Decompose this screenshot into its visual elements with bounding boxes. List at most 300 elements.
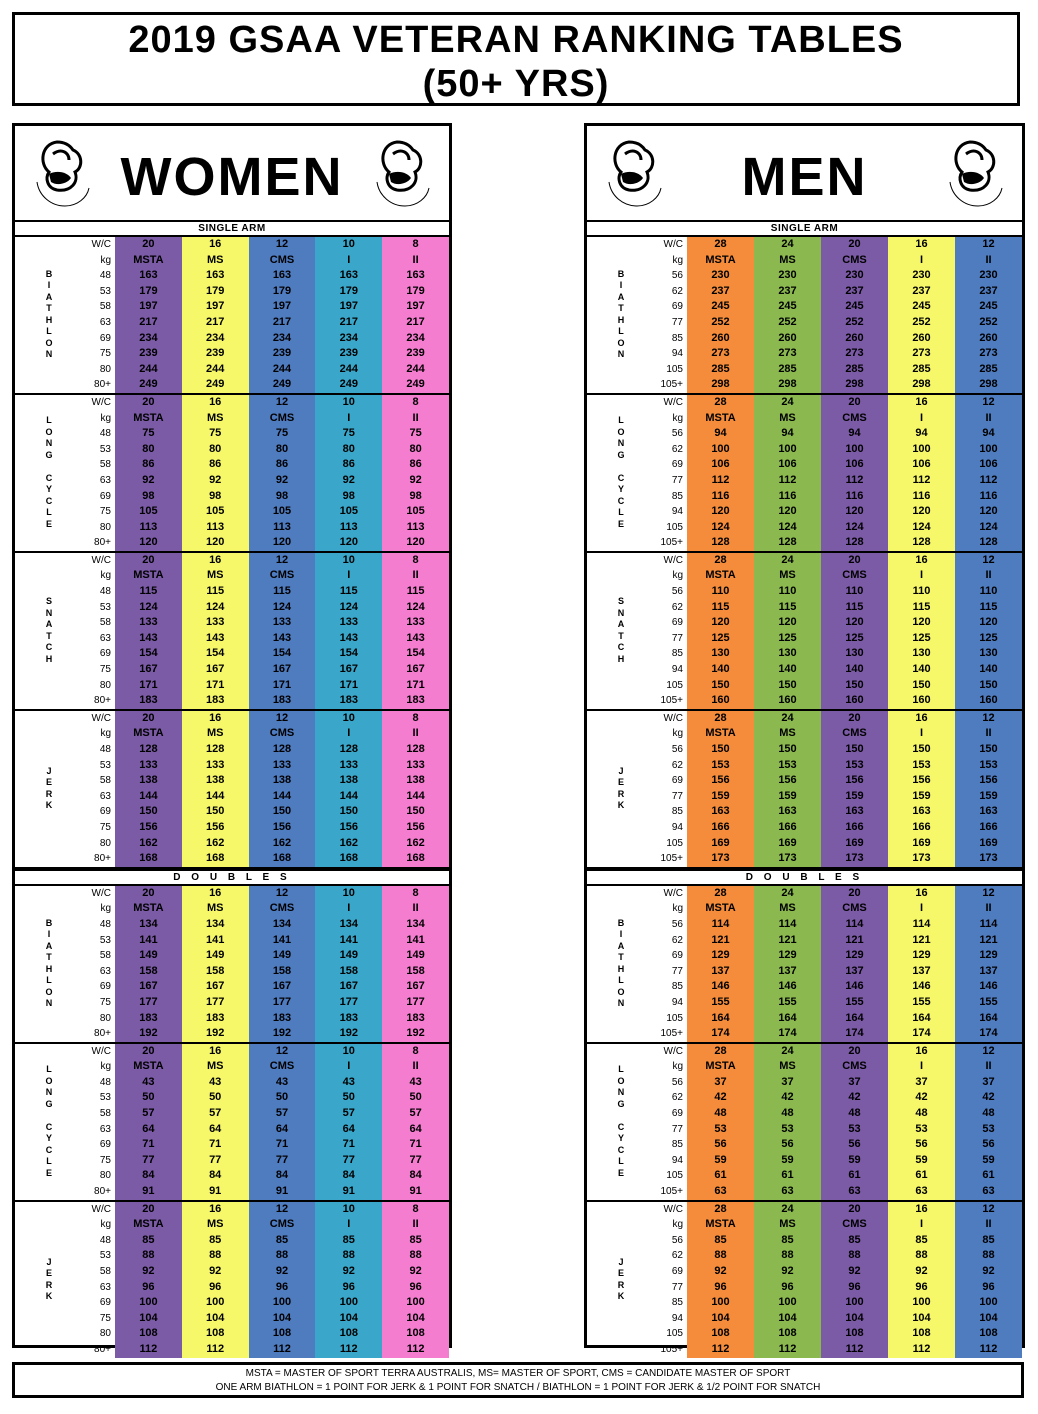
table-cell: 94 — [714, 427, 727, 440]
weight-class: 77 — [671, 316, 683, 328]
table-cell: 108 — [272, 1327, 292, 1340]
rank-column — [182, 711, 249, 867]
table-cell: 124 — [339, 600, 358, 613]
table-cell: 77 — [409, 1153, 422, 1166]
weight-class: 80+ — [94, 695, 111, 707]
weight-class: 58 — [99, 617, 111, 629]
weight-class: 105+ — [660, 1343, 683, 1355]
table-cell: 141 — [406, 933, 425, 946]
table-cell: 104 — [845, 1311, 864, 1324]
table-cell: 92 — [982, 1265, 995, 1277]
event-block — [587, 1202, 1022, 1358]
table-cell: 166 — [778, 820, 797, 833]
kg-label: kg — [100, 570, 111, 582]
weight-class: 80+ — [94, 1028, 111, 1040]
table-cell: 298 — [778, 378, 797, 391]
rank-label: I — [919, 411, 924, 424]
weight-column — [655, 553, 687, 709]
table-cell: 71 — [209, 1138, 222, 1151]
table-cell: 155 — [711, 995, 730, 1008]
wc-value: 10 — [342, 1202, 355, 1215]
weight-class: 75 — [99, 664, 111, 676]
weight-class: 75 — [99, 506, 111, 518]
rank-label: II — [985, 253, 992, 266]
rank-column — [315, 553, 382, 709]
table-cell: 129 — [778, 949, 797, 962]
rank-label: II — [412, 1218, 419, 1231]
rank-column — [888, 886, 955, 1042]
table-cell: 113 — [139, 520, 158, 533]
rank-label: II — [985, 569, 992, 582]
table-cell: 217 — [206, 315, 225, 328]
wc-value: 20 — [848, 395, 861, 408]
wc-value: 16 — [209, 395, 222, 408]
table-cell: 169 — [778, 836, 797, 849]
rank-column — [315, 395, 382, 551]
rank-label: MS — [206, 411, 224, 424]
table-cell: 63 — [714, 1185, 727, 1198]
table-cell: 48 — [848, 1107, 861, 1120]
table-cell: 125 — [979, 631, 998, 644]
table-cell: 183 — [272, 1011, 292, 1024]
table-cell: 252 — [979, 315, 998, 328]
table-cell: 37 — [714, 1075, 727, 1088]
table-cell: 94 — [915, 427, 928, 440]
kg-label: kg — [100, 412, 111, 424]
rank-label: II — [412, 727, 419, 740]
weight-class: 80 — [99, 837, 111, 849]
table-cell: 179 — [139, 284, 158, 297]
table-cell: 114 — [845, 917, 864, 930]
table-cell: 155 — [845, 995, 864, 1008]
rank-label: CMS — [269, 253, 295, 266]
table-cell: 110 — [979, 585, 998, 598]
weight-class: 69 — [671, 617, 683, 629]
table-cell: 192 — [206, 1027, 225, 1040]
table-cell: 113 — [339, 520, 358, 533]
table-cell: 91 — [275, 1185, 289, 1198]
table-cell: 100 — [272, 1296, 292, 1309]
table-cell: 137 — [912, 964, 931, 977]
weight-column — [83, 395, 115, 551]
weight-class: 75 — [99, 1312, 111, 1324]
table-cell: 260 — [778, 331, 797, 344]
wc-label: W/C — [663, 1203, 683, 1215]
table-cell: 116 — [912, 489, 931, 502]
rank-column — [382, 1202, 449, 1358]
table-cell: 133 — [272, 758, 292, 771]
rank-column — [754, 1202, 821, 1358]
table-cell: 169 — [912, 836, 931, 849]
table-cell: 115 — [206, 585, 225, 598]
table-cell: 167 — [272, 980, 292, 993]
table-cell: 153 — [778, 758, 797, 771]
table-cell: 141 — [339, 933, 358, 946]
weight-class: 56 — [671, 1076, 683, 1088]
footer-notes — [12, 1362, 1024, 1398]
weight-class: 56 — [671, 586, 683, 598]
table-cell: 120 — [778, 616, 797, 629]
table-cell: 43 — [409, 1075, 422, 1088]
wc-value: 16 — [915, 238, 928, 250]
kg-label: kg — [672, 570, 683, 582]
table-cell: 112 — [139, 1342, 158, 1355]
table-cell: 138 — [206, 774, 225, 787]
table-cell: 96 — [915, 1280, 928, 1293]
table-cell: 100 — [406, 1296, 425, 1309]
rank-column — [687, 1202, 754, 1358]
weight-class: 77 — [671, 632, 683, 644]
table-cell: 137 — [778, 964, 797, 977]
table-cell: 133 — [406, 758, 425, 771]
table-cell: 128 — [206, 743, 225, 755]
table-cell: 121 — [778, 933, 797, 946]
weight-class: 85 — [671, 981, 683, 993]
table-cell: 164 — [778, 1011, 797, 1024]
table-cell: 164 — [912, 1011, 931, 1024]
wc-value: 20 — [142, 1044, 155, 1057]
table-cell: 217 — [339, 315, 358, 328]
weight-column — [655, 1202, 687, 1358]
weight-class: 53 — [99, 443, 111, 455]
weight-class: 80 — [99, 363, 111, 375]
table-cell: 124 — [406, 600, 425, 613]
event-label: J E R K — [617, 765, 625, 811]
table-cell: 63 — [915, 1185, 928, 1198]
table-cell: 183 — [206, 1011, 225, 1024]
weight-class: 94 — [671, 348, 683, 360]
table-cell: 115 — [912, 600, 931, 613]
table-cell: 124 — [206, 600, 225, 613]
table-cell: 84 — [275, 1169, 289, 1182]
weight-class: 63 — [99, 790, 111, 802]
event-label: L O N G C Y C L E — [45, 415, 53, 529]
table-cell: 166 — [845, 820, 864, 833]
table-cell: 120 — [206, 536, 225, 549]
wc-value: 16 — [915, 1202, 928, 1215]
table-cell: 155 — [979, 995, 998, 1008]
table-cell: 171 — [339, 678, 358, 691]
table-cell: 104 — [206, 1311, 225, 1324]
table-cell: 104 — [711, 1311, 730, 1324]
wc-label: W/C — [663, 554, 683, 566]
table-cell: 230 — [711, 269, 730, 282]
table-cell: 167 — [206, 980, 225, 993]
table-cell: 249 — [139, 378, 158, 391]
rank-label: MSTA — [705, 1060, 736, 1073]
table-cell: 71 — [409, 1138, 422, 1151]
table-cell: 85 — [342, 1233, 355, 1246]
table-cell: 129 — [912, 949, 931, 962]
table-cell: 244 — [139, 362, 158, 375]
weight-class: 85 — [671, 332, 683, 344]
table-cell: 108 — [979, 1327, 998, 1340]
wc-value: 24 — [781, 1202, 794, 1215]
weight-class: 48 — [99, 1076, 111, 1088]
rank-column — [249, 237, 316, 393]
table-cell: 121 — [979, 933, 998, 946]
kg-label: kg — [672, 728, 683, 740]
table-cell: 77 — [209, 1153, 222, 1166]
table-cell: 154 — [206, 647, 225, 660]
table-cell: 197 — [139, 300, 158, 313]
rank-column — [249, 553, 316, 709]
wc-value: 12 — [982, 1202, 995, 1215]
weight-class: 77 — [671, 1281, 683, 1293]
table-cell: 63 — [781, 1185, 794, 1198]
table-cell: 124 — [139, 600, 158, 613]
rank-label: CMS — [842, 1218, 867, 1231]
rank-column — [249, 395, 316, 551]
table-cell: 249 — [272, 378, 292, 391]
rank-label: II — [985, 1218, 992, 1231]
table-cell: 174 — [778, 1027, 797, 1040]
table-cell: 120 — [406, 536, 425, 549]
table-cell: 98 — [209, 489, 222, 502]
table-cell: 197 — [406, 300, 425, 313]
table-cell: 245 — [979, 300, 998, 313]
table-cell: 158 — [406, 964, 425, 977]
rank-column — [315, 237, 382, 393]
wc-value: 16 — [915, 886, 928, 899]
rank-label: CMS — [269, 569, 295, 582]
table-cell: 133 — [206, 758, 225, 771]
rank-column — [182, 886, 249, 1042]
table-cell: 192 — [339, 1027, 358, 1040]
table-cell: 106 — [778, 458, 797, 471]
rank-label: CMS — [269, 1060, 295, 1073]
table-cell: 158 — [206, 964, 225, 977]
table-cell: 75 — [142, 427, 155, 440]
table-cell: 85 — [209, 1233, 222, 1246]
gsa-logo-icon — [940, 134, 1010, 212]
weight-class: 94 — [671, 1312, 683, 1324]
table-cell: 234 — [206, 331, 225, 344]
table-cell: 173 — [979, 852, 998, 865]
table-cell: 134 — [406, 917, 425, 930]
table-cell: 75 — [409, 427, 422, 440]
table-cell: 125 — [912, 631, 931, 644]
wc-label: W/C — [91, 554, 111, 566]
wc-value: 20 — [848, 711, 861, 724]
event-label: B I A T H L O N — [617, 917, 625, 1009]
table-cell: 237 — [778, 284, 797, 297]
weight-column — [83, 1044, 115, 1200]
table-cell: 108 — [339, 1327, 358, 1340]
table-cell: 80 — [409, 442, 422, 455]
table-cell: 100 — [339, 1296, 358, 1309]
table-cell: 153 — [711, 758, 730, 771]
table-cell: 150 — [778, 743, 797, 755]
rank-column — [115, 1202, 182, 1358]
table-cell: 42 — [781, 1091, 794, 1104]
wc-value: 12 — [275, 395, 289, 408]
weight-class: 62 — [671, 1250, 683, 1262]
table-cell: 260 — [912, 331, 931, 344]
wc-value: 16 — [915, 553, 928, 566]
table-cell: 140 — [778, 663, 797, 676]
table-cell: 113 — [206, 520, 225, 533]
weight-class: 80+ — [94, 379, 111, 391]
table-cell: 252 — [912, 315, 931, 328]
table-cell: 86 — [142, 458, 155, 471]
table-cell: 105 — [139, 505, 158, 518]
table-cell: 150 — [979, 678, 998, 691]
table-cell: 43 — [209, 1075, 222, 1088]
table-cell: 100 — [139, 1296, 158, 1309]
table-cell: 112 — [711, 1342, 730, 1355]
panel-title: WOMEN — [120, 147, 344, 207]
weight-class: 80+ — [94, 853, 111, 865]
table-cell: 91 — [209, 1185, 222, 1198]
table-cell: 124 — [979, 520, 998, 533]
table-cell: 116 — [778, 489, 797, 502]
rank-label: MS — [779, 727, 796, 740]
weight-class: 85 — [671, 1297, 683, 1309]
rank-column — [382, 395, 449, 551]
table-cell: 162 — [339, 836, 358, 849]
table-cell: 85 — [781, 1233, 794, 1246]
kg-label: kg — [672, 1219, 683, 1231]
event-block — [587, 886, 1022, 1044]
table-cell: 129 — [845, 949, 864, 962]
weight-class: 63 — [99, 1281, 111, 1293]
rank-label: MSTA — [705, 569, 736, 582]
panel-header — [587, 126, 1022, 222]
wc-label: W/C — [663, 1045, 683, 1057]
rank-column — [249, 1044, 316, 1200]
table-cell: 56 — [714, 1138, 727, 1151]
kg-label: kg — [672, 903, 683, 915]
table-cell: 144 — [339, 789, 358, 802]
table-cell: 105 — [406, 505, 425, 518]
event-block — [15, 711, 449, 869]
table-cell: 146 — [979, 980, 998, 993]
table-cell: 130 — [845, 647, 864, 660]
table-cell: 96 — [142, 1280, 155, 1293]
table-cell: 88 — [142, 1249, 155, 1262]
table-cell: 130 — [711, 647, 730, 660]
weight-class: 105 — [666, 679, 683, 691]
table-cell: 104 — [272, 1311, 292, 1324]
event-label: L O N G C Y C L E — [617, 1064, 625, 1178]
table-cell: 234 — [406, 331, 425, 344]
table-cell: 116 — [845, 489, 864, 502]
weight-class: 56 — [671, 428, 683, 440]
table-cell: 166 — [711, 820, 730, 833]
wc-value: 12 — [982, 711, 995, 724]
table-cell: 143 — [206, 631, 225, 644]
table-cell: 137 — [711, 964, 730, 977]
weight-class: 105+ — [660, 695, 683, 707]
table-cell: 98 — [409, 489, 422, 502]
table-cell: 167 — [139, 663, 158, 676]
panel-title: MEN — [741, 147, 868, 207]
table-cell: 75 — [275, 427, 289, 440]
rank-label: MSTA — [133, 411, 164, 424]
weight-column — [655, 886, 687, 1042]
rank-label: MSTA — [705, 902, 736, 915]
weight-class: 62 — [671, 1092, 683, 1104]
table-cell: 94 — [781, 427, 794, 440]
table-cell: 92 — [142, 473, 155, 486]
table-cell: 96 — [781, 1280, 794, 1293]
rank-column — [687, 886, 754, 1042]
table-cell: 197 — [206, 300, 225, 313]
table-cell: 150 — [206, 805, 225, 818]
weight-class: 77 — [671, 790, 683, 802]
table-cell: 160 — [979, 694, 998, 707]
table-cell: 140 — [845, 663, 864, 676]
rank-label: II — [412, 1060, 419, 1073]
table-cell: 84 — [209, 1169, 222, 1182]
table-cell: 106 — [845, 458, 864, 471]
wc-value: 10 — [342, 711, 355, 724]
table-cell: 112 — [206, 1342, 225, 1355]
table-cell: 98 — [342, 489, 355, 502]
table-cell: 154 — [272, 647, 292, 660]
table-cell: 144 — [206, 789, 225, 802]
wc-value: 12 — [275, 711, 289, 724]
table-cell: 100 — [778, 442, 797, 455]
table-cell: 88 — [209, 1249, 222, 1262]
table-cell: 100 — [711, 442, 730, 455]
table-cell: 144 — [272, 789, 292, 802]
wc-value: 8 — [412, 886, 419, 899]
table-cell: 92 — [142, 1265, 155, 1277]
rank-column — [687, 237, 754, 393]
rank-label: II — [412, 902, 419, 915]
weight-class: 105+ — [660, 1186, 683, 1198]
table-cell: 137 — [979, 964, 998, 977]
rank-column — [754, 886, 821, 1042]
table-cell: 171 — [139, 678, 158, 691]
weight-class: 58 — [99, 301, 111, 313]
rank-column — [687, 1044, 754, 1200]
weight-class: 80+ — [94, 1343, 111, 1355]
table-cell: 183 — [339, 694, 358, 707]
table-cell: 160 — [845, 694, 864, 707]
table-cell: 163 — [845, 805, 864, 818]
wc-value: 28 — [714, 1044, 727, 1057]
table-cell: 150 — [272, 805, 292, 818]
table-cell: 298 — [912, 378, 931, 391]
weight-class: 63 — [99, 632, 111, 644]
table-cell: 174 — [845, 1027, 864, 1040]
wc-value: 16 — [209, 1202, 222, 1215]
table-cell: 167 — [406, 663, 425, 676]
rank-label: CMS — [842, 902, 867, 915]
rank-label: I — [347, 727, 351, 740]
wc-value: 16 — [209, 553, 222, 566]
rank-label: MS — [779, 411, 796, 424]
table-cell: 96 — [982, 1280, 995, 1293]
kg-label: kg — [100, 728, 111, 740]
event-block — [587, 553, 1022, 711]
table-cell: 285 — [711, 362, 730, 375]
event-block — [15, 237, 449, 395]
table-cell: 138 — [339, 774, 358, 787]
table-cell: 113 — [273, 520, 291, 533]
table-cell: 77 — [275, 1153, 289, 1166]
rank-label: MSTA — [705, 1218, 736, 1231]
rank-column — [955, 395, 1022, 551]
table-cell: 121 — [845, 933, 864, 946]
rank-column — [182, 395, 249, 551]
wc-value: 12 — [982, 395, 995, 408]
weight-class: 62 — [671, 285, 683, 297]
table-cell: 164 — [979, 1011, 998, 1024]
